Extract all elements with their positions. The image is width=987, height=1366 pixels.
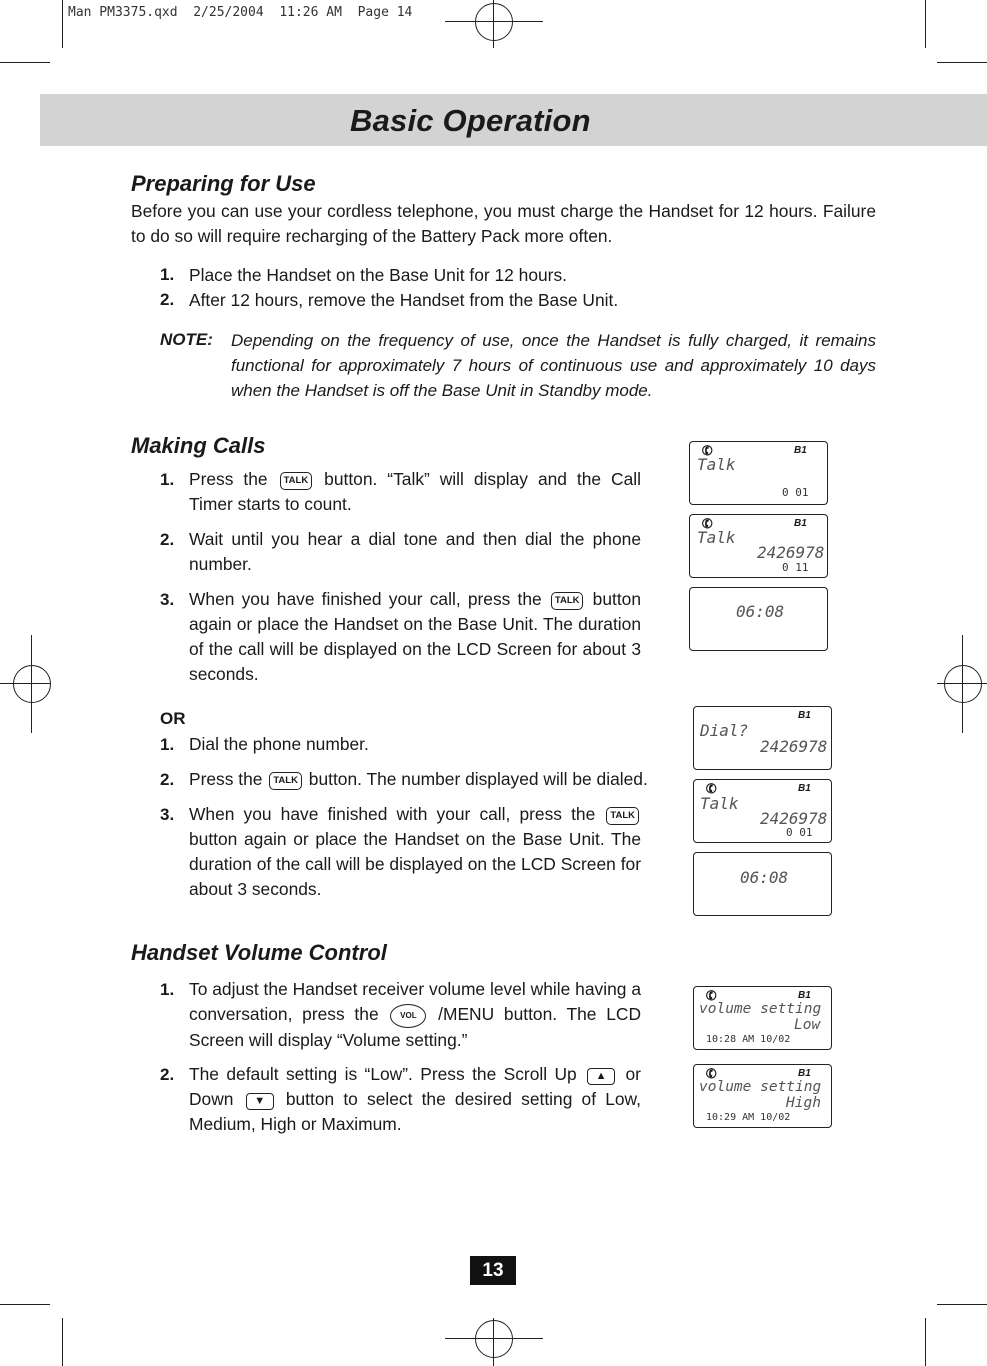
lcd-talk-number-screen	[693, 779, 832, 843]
lcd-clock: 10:28 AM 10/02	[706, 1034, 791, 1045]
lcd-tag: B1	[798, 1068, 811, 1079]
step-text: or Down	[189, 1064, 641, 1109]
step-text: Press the	[189, 469, 268, 489]
lcd-volume-high-screen	[693, 1064, 832, 1128]
heading-preparing: Preparing for Use	[131, 171, 316, 196]
step-text: To adjust the Handset receiver volume level while having a conversation, press the	[189, 979, 641, 1024]
step-number: 2.	[160, 770, 175, 789]
phone-icon: ✆	[699, 441, 715, 460]
prep-step-2: After 12 hours, remove the Handset from the Base Unit.	[189, 290, 619, 310]
printer-slug: Man PM3375.qxd 2/25/2004 11:26 AM Page 14	[68, 5, 413, 20]
step-number: 1.	[160, 470, 175, 489]
lcd-text: volume setting	[699, 1001, 822, 1017]
lcd-text: Talk	[697, 455, 736, 474]
page-number: 13	[470, 1256, 516, 1285]
step-text: /MENU button. The LCD Screen will display “Volume setting.”	[189, 1004, 641, 1050]
page-title: Basic Operation	[350, 103, 591, 138]
step-number: 1.	[160, 265, 175, 284]
or-step-3	[189, 802, 641, 902]
lcd-timer: 0 01	[786, 826, 813, 839]
talk-key-icon: TALK	[606, 807, 639, 825]
step-number: 1.	[160, 735, 175, 754]
lcd-text: Talk	[700, 794, 739, 813]
scroll-up-key-icon: ▲	[587, 1068, 615, 1085]
lcd-clock: 10:29 AM 10/02	[706, 1112, 791, 1123]
lcd-tag: B1	[798, 990, 811, 1001]
volume-step-2	[189, 1062, 641, 1137]
lcd-timer: 0 11	[782, 561, 809, 574]
lcd-talk-number-screen	[689, 514, 828, 578]
lcd-tag: B1	[794, 445, 807, 456]
step-text: button. “Talk” will display and the Call Timer starts to count.	[189, 469, 641, 514]
prep-step-1: Place the Handset on the Base Unit for 12 hours.	[189, 265, 567, 285]
talk-key-icon: TALK	[280, 472, 313, 490]
lcd-duration-screen	[693, 852, 832, 916]
phone-icon: ✆	[699, 514, 715, 533]
lcd-text: Talk	[697, 528, 736, 547]
lcd-duration-screen	[689, 587, 828, 651]
lcd-talk-screen	[689, 441, 828, 505]
or-step-1: Dial the phone number.	[189, 734, 369, 754]
heading-volume: Handset Volume Control	[131, 940, 387, 965]
prep-intro: Before you can use your cordless telephone, you must charge the Handset for 12 hours. Failure to do so will require recharging of the Battery Pack more often.	[131, 201, 876, 246]
lcd-dial-screen	[693, 706, 832, 770]
lcd-level: Low	[794, 1017, 821, 1033]
step-number: 2.	[160, 530, 175, 549]
volume-step-1	[189, 977, 641, 1053]
or-label: OR	[160, 709, 186, 728]
step-text: When you have finished with your call, press the	[189, 804, 596, 824]
talk-key-icon: TALK	[269, 772, 302, 790]
lcd-tag: B1	[798, 710, 811, 721]
lcd-text: Dial?	[700, 721, 749, 740]
calls-step-1	[189, 467, 641, 517]
calls-step-2: Wait until you hear a dial tone and then dial the phone number.	[189, 529, 641, 574]
lcd-timer: 0 01	[782, 486, 809, 499]
heading-making-calls: Making Calls	[131, 433, 266, 458]
note-label: NOTE:	[160, 330, 213, 349]
or-step-2	[189, 767, 649, 792]
scroll-down-key-icon: ▼	[246, 1093, 274, 1110]
phone-icon: ✆	[703, 986, 719, 1005]
note-text: Depending on the frequency of use, once the Handset is fully charged, it remains functional for approximately 7 hours of continuous use and approximately 10 days when the Handset is off the Base Unit in Standby mode.	[231, 331, 876, 400]
step-number: 2.	[160, 1065, 175, 1084]
phone-icon: ✆	[703, 1064, 719, 1083]
calls-step-3	[189, 587, 641, 687]
phone-icon: ✆	[703, 779, 719, 798]
lcd-time: 06:08	[736, 602, 785, 621]
lcd-text: volume setting	[699, 1079, 822, 1095]
lcd-number: 2426978	[757, 543, 825, 562]
lcd-number: 2426978	[760, 809, 828, 828]
step-text: button. The number displayed will be dialed.	[308, 769, 648, 789]
talk-key-icon: TALK	[551, 592, 584, 610]
step-text: button to select the desired setting of Low, Medium, High or Maximum.	[189, 1089, 641, 1134]
lcd-tag: B1	[794, 518, 807, 529]
step-number: 3.	[160, 805, 175, 824]
step-text: Press the	[189, 769, 263, 789]
lcd-time: 06:08	[740, 868, 789, 887]
vol-key-icon: VOL	[390, 1004, 426, 1028]
lcd-tag: B1	[798, 783, 811, 794]
step-text: button again or place the Handset on the Base Unit. The duration of the call will be displayed on the LCD Screen for about 3 seconds.	[189, 829, 641, 899]
step-number: 1.	[160, 980, 175, 999]
step-text: The default setting is “Low”. Press the Scroll Up	[189, 1064, 577, 1084]
lcd-volume-low-screen	[693, 986, 832, 1050]
lcd-level: High	[786, 1095, 821, 1111]
step-text: button again or place the Handset on the Base Unit. The duration of the call will be displayed on the LCD Screen for about 3 seconds.	[189, 589, 642, 684]
step-number: 3.	[160, 590, 175, 609]
step-number: 2.	[160, 290, 175, 309]
step-text: When you have finished your call, press the	[189, 589, 542, 609]
lcd-number: 2426978	[760, 737, 828, 756]
